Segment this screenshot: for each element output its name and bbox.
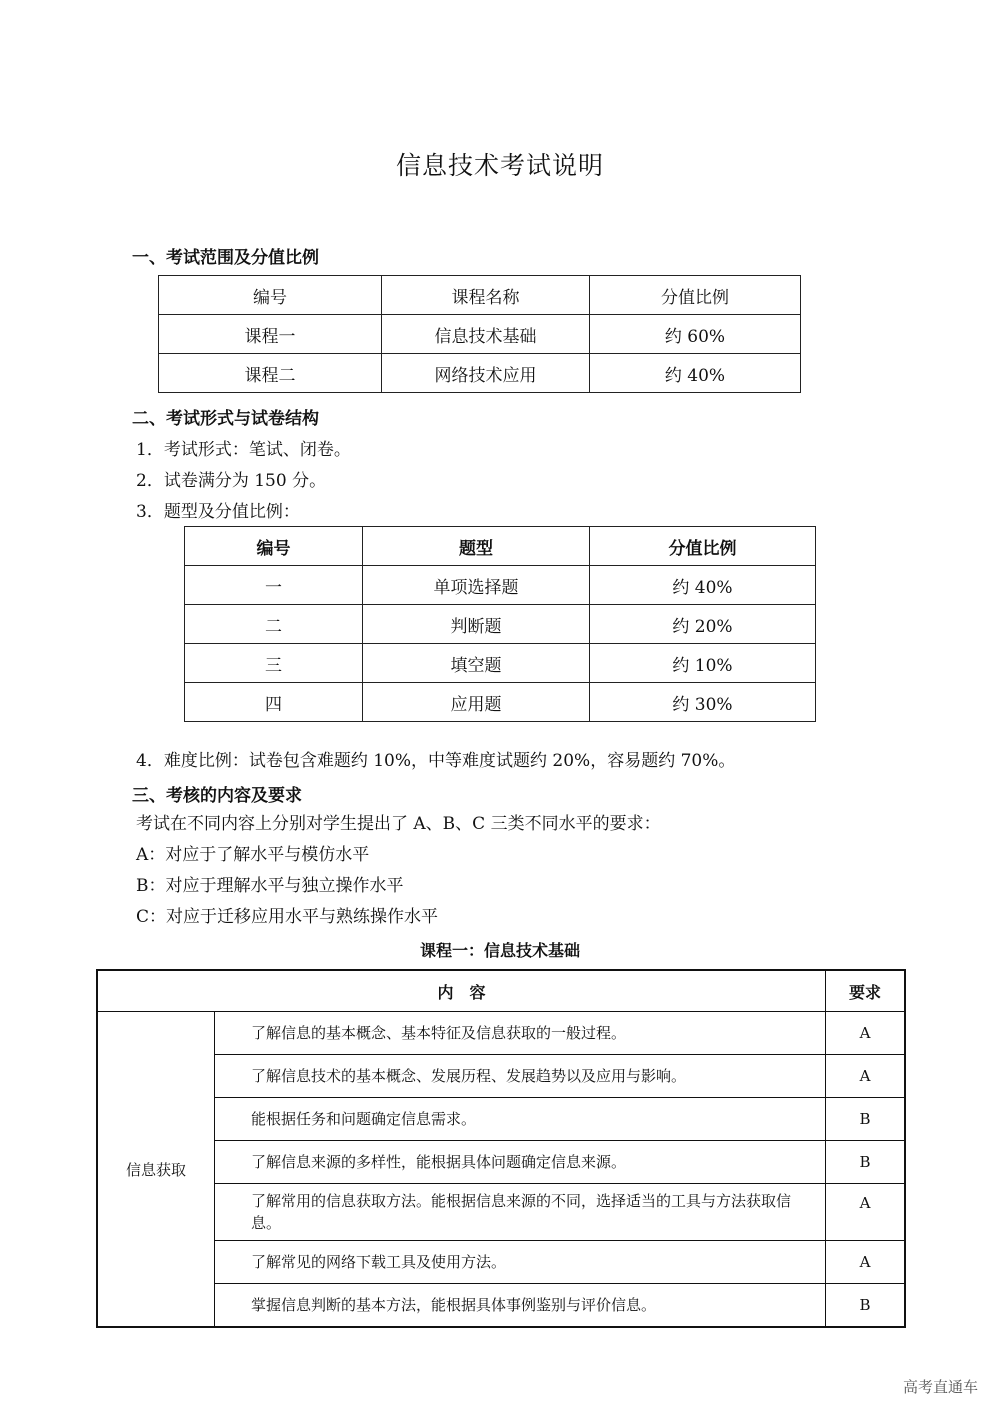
table-cell: 应用题 (363, 683, 590, 722)
table-cell: 约 60% (590, 315, 801, 354)
table-cell: 课程一 (159, 315, 382, 354)
category-cell: 信息获取 (97, 1012, 215, 1328)
table-cell: 约 40% (590, 354, 801, 393)
table-header-cell: 分值比例 (590, 527, 816, 566)
table-header-cell: 编号 (159, 276, 382, 315)
table-cell: 二 (185, 605, 363, 644)
content-cell: 掌握信息判断的基本方法，能根据具体事例鉴别与评价信息。 (215, 1284, 826, 1328)
list-item: 2．试卷满分为 150 分。 (136, 471, 327, 491)
requirement-cell: A (826, 1241, 906, 1284)
requirement-cell: A (826, 1012, 906, 1055)
table-cell: 课程二 (159, 354, 382, 393)
intro-paragraph: 考试在不同内容上分别对学生提出了 A、B、C 三类不同水平的要求： (136, 814, 661, 834)
table-cell: 约 40% (590, 566, 816, 605)
table-cell: 信息技术基础 (382, 315, 590, 354)
requirement-cell: B (826, 1284, 906, 1328)
table-row (97, 1141, 905, 1184)
list-item: 3．题型及分值比例： (136, 502, 300, 522)
table-row (159, 315, 801, 354)
table-row (185, 605, 816, 644)
table-header-content: 内 容 (97, 970, 826, 1012)
question-type-table (184, 526, 816, 722)
requirement-cell: B (826, 1098, 906, 1141)
table-cell: 网络技术应用 (382, 354, 590, 393)
table-row (97, 1284, 905, 1328)
table-header-cell: 编号 (185, 527, 363, 566)
table-header-row (97, 970, 905, 1012)
content-cell: 了解信息来源的多样性，能根据具体问题确定信息来源。 (215, 1141, 826, 1184)
table-row (97, 1012, 905, 1055)
table-row (185, 644, 816, 683)
section-3-heading: 三、考核的内容及要求 (132, 786, 302, 806)
course-scope-table (158, 275, 801, 393)
table-row (97, 1184, 905, 1241)
page-title: 信息技术考试说明 (395, 151, 604, 180)
table-header-row (185, 527, 816, 566)
table-cell: 填空题 (363, 644, 590, 683)
requirement-cell: A (826, 1055, 906, 1098)
table-row (97, 1055, 905, 1098)
table-cell: 约 10% (590, 644, 816, 683)
list-item: 4．难度比例：试卷包含难题约 10%，中等难度试题约 20%，容易题约 70%。 (136, 751, 736, 771)
table-cell: 约 30% (590, 683, 816, 722)
table-cell: 四 (185, 683, 363, 722)
table-header-cell: 题型 (363, 527, 590, 566)
content-cell: 能根据任务和问题确定信息需求。 (215, 1098, 826, 1141)
level-item: C：对应于迁移应用水平与熟练操作水平 (136, 907, 439, 927)
table-cell: 约 20% (590, 605, 816, 644)
content-cell: 了解常见的网络下载工具及使用方法。 (215, 1241, 826, 1284)
requirement-cell: A (826, 1184, 906, 1241)
requirement-cell: B (826, 1141, 906, 1184)
content-cell: 了解信息的基本概念、基本特征及信息获取的一般过程。 (215, 1012, 826, 1055)
list-item: 1．考试形式：笔试、闭卷。 (136, 440, 351, 460)
table-cell: 一 (185, 566, 363, 605)
level-item: A：对应于了解水平与模仿水平 (136, 845, 370, 865)
section-2-heading: 二、考试形式与试卷结构 (132, 409, 319, 429)
watermark: 高考直通车 (902, 1378, 978, 1396)
table-header-cell: 分值比例 (590, 276, 801, 315)
table-row (97, 1241, 905, 1284)
table-row (97, 1098, 905, 1141)
course-caption: 课程一：信息技术基础 (419, 941, 580, 960)
table-row (159, 354, 801, 393)
content-cell: 了解常用的信息获取方法。能根据信息来源的不同，选择适当的工具与方法获取信息。 (215, 1184, 826, 1241)
course-content-table (96, 969, 906, 1328)
table-cell: 单项选择题 (363, 566, 590, 605)
table-row (185, 566, 816, 605)
table-cell: 判断题 (363, 605, 590, 644)
table-cell: 三 (185, 644, 363, 683)
table-row (185, 683, 816, 722)
section-1-heading: 一、考试范围及分值比例 (132, 248, 319, 268)
table-header-row (159, 276, 801, 315)
level-item: B：对应于理解水平与独立操作水平 (136, 876, 404, 896)
table-header-requirement: 要求 (826, 970, 906, 1012)
table-header-cell: 课程名称 (382, 276, 590, 315)
content-cell: 了解信息技术的基本概念、发展历程、发展趋势以及应用与影响。 (215, 1055, 826, 1098)
